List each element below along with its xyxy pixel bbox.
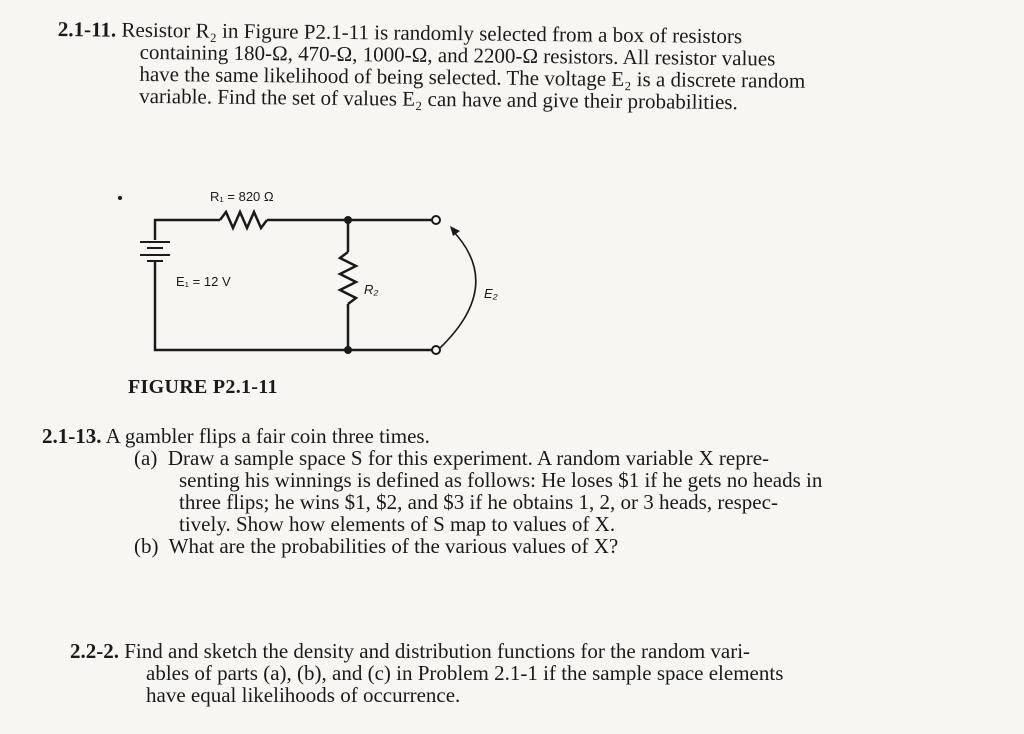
part-line: senting his winnings is defined as follows: He loses $1 if he gets no heads in — [179, 468, 823, 492]
problem-2-1-13 — [42, 425, 962, 557]
problem-line: containing 180-Ω, 470-Ω, 1000-Ω, and 2200-Ω resistors. All resistor values — [139, 39, 776, 71]
part-label: (a) — [134, 446, 158, 470]
r1-label: R₁ = 820 Ω — [210, 189, 274, 204]
problem-line: ables of parts (a), (b), and (c) in Problem 2.1-1 if the sample space elements — [146, 661, 784, 685]
problem-line: Resistor R₂ in Figure P2.1-11 is randomly selected from a box of resistors — [121, 17, 743, 49]
stray-dot — [118, 196, 122, 200]
part-line: tively. Show how elements of S map to values of X. — [179, 512, 616, 536]
problem-number: 2.2-2. — [70, 639, 119, 663]
voltage-arc — [440, 230, 476, 348]
resistor-r2 — [340, 252, 356, 304]
problem-line: have equal likelihoods of occurrence. — [146, 683, 461, 707]
problem-number: 2.1-13. — [42, 424, 102, 448]
terminal-top — [432, 216, 440, 224]
problem-line: have the same likelihood of being selected. The voltage E₂ is a discrete random — [139, 61, 806, 93]
node-dot — [344, 346, 352, 354]
problem-intro: A gambler flips a fair coin three times. — [105, 424, 430, 448]
problem-2-1-11 — [57, 18, 958, 115]
part-line: Draw a sample space S for this experiment. A random variable X repre- — [167, 446, 770, 470]
e2-label: E₂ — [484, 286, 498, 301]
battery-e1 — [140, 242, 170, 261]
problem-number: 2.1-11. — [57, 17, 117, 42]
node-dot — [344, 216, 352, 224]
arrow-head-icon — [450, 226, 460, 236]
part-label: (b) — [134, 534, 159, 558]
circuit-diagram — [100, 170, 500, 370]
part-line: three flips; he wins $1, $2, and $3 if he obtains 1, 2, or 3 heads, respec- — [179, 490, 778, 514]
problem-line: Find and sketch the density and distribution functions for the random vari- — [124, 639, 751, 663]
figure-caption: FIGURE P2.1-11 — [128, 376, 278, 398]
terminal-bottom — [432, 346, 440, 354]
part-line: What are the probabilities of the various values of X? — [168, 534, 619, 558]
problem-line: variable. Find the set of values E₂ can have and give their probabilities. — [139, 83, 738, 115]
problem-2-2-2 — [70, 640, 970, 706]
e1-label: E₁ = 12 V — [176, 274, 231, 289]
resistor-r1 — [220, 212, 267, 228]
r2-label: R₂ — [364, 282, 379, 297]
